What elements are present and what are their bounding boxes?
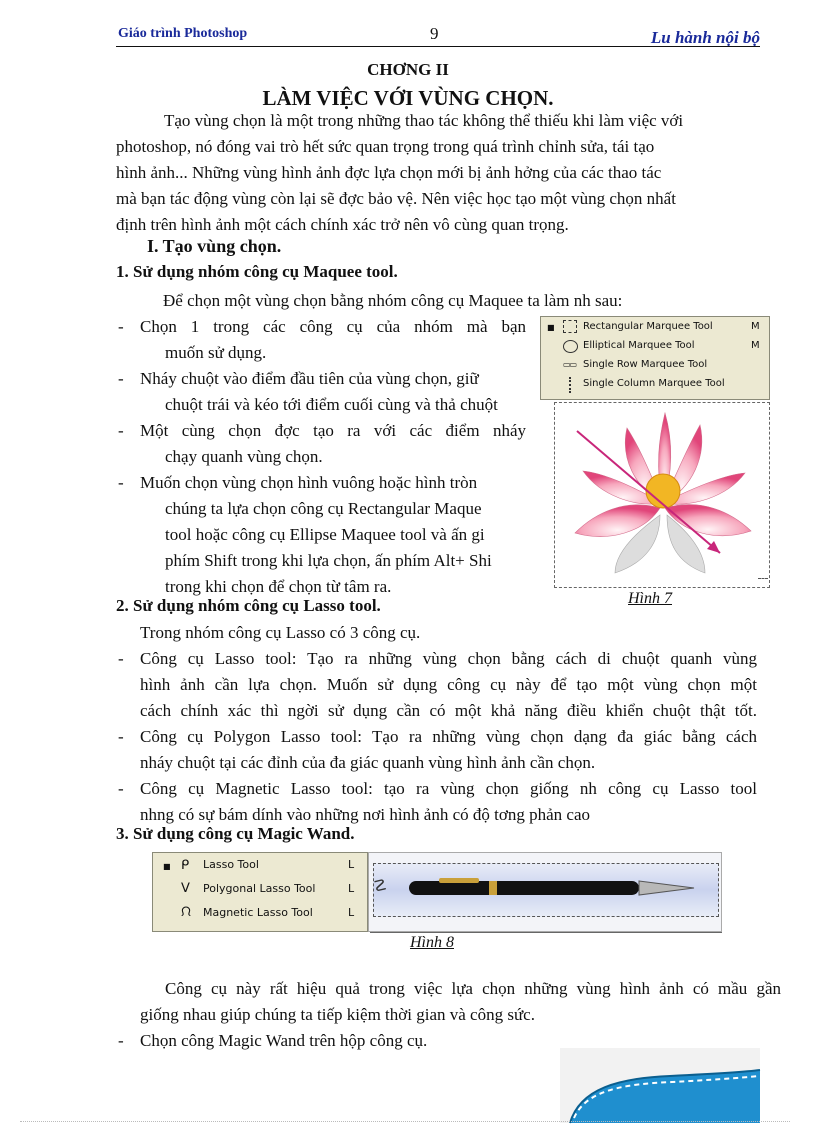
header-rule xyxy=(116,46,760,47)
bullet-list xyxy=(118,314,526,600)
figure-8-rule xyxy=(370,932,722,933)
list-item: - Một cùng chọn đợc tạo ra với các điểm nháy chạy quanh vùng chọn. xyxy=(118,421,526,466)
intro-paragraph xyxy=(116,108,758,238)
text-line: Tạo vùng chọn là một trong những thao tác không thể thiếu khi làm việc với xyxy=(164,111,684,130)
polygonal-lasso-icon: ᐯ xyxy=(181,881,190,896)
header-right: Lu hành nội bộ xyxy=(650,28,760,47)
marquee-tool-menu xyxy=(540,316,770,400)
text-line: định trên hình ảnh một cách chính xác trở nên vô cùng quan trọng. xyxy=(116,215,569,234)
text-line: photoshop, nó đóng vai trò hết sức quan trọng trong quá trình chỉnh sửa, tái tạo xyxy=(116,137,655,156)
single-column-marquee-icon xyxy=(569,377,573,393)
menu-item-lasso[interactable]: Lasso Tool xyxy=(203,858,259,871)
rectangular-marquee-icon xyxy=(563,320,577,333)
single-row-marquee-icon: ▭▭ xyxy=(563,360,577,369)
subsection-heading: 1. Sử dụng nhóm công cụ Maquee tool. xyxy=(116,262,398,281)
bullet-list xyxy=(118,646,757,828)
lead-text: Để chọn một vùng chọn bằng nhóm công cụ Maquee ta làm nh sau: xyxy=(163,291,623,310)
menu-item-elliptical[interactable]: Elliptical Marquee Tool xyxy=(583,340,695,351)
figure-7-image xyxy=(554,402,770,588)
subsection-heading: 2. Sử dụng nhóm công cụ Lasso tool. xyxy=(116,596,381,615)
lead-text: Trong nhóm công cụ Lasso có 3 công cụ. xyxy=(140,623,421,642)
list-item: - Nháy chuột vào điểm đầu tiên của vùng chọn, giữ chuột trái và kéo tới điểm cuối cùng và thả chuột xyxy=(118,369,498,414)
subsection-heading: 3. Sử dụng công cụ Magic Wand. xyxy=(116,824,355,843)
active-bullet: ■ xyxy=(547,323,555,332)
figure-8-caption: Hình 8 xyxy=(410,934,454,951)
crop-mark xyxy=(758,578,768,579)
list-item: - Công cụ Lasso tool: Tạo ra những vùng chọn bằng cách di chuột quanh vùng hình ảnh cần lựa chọn. Muốn sử dụng công cụ này để tạo một vùng chọn một cách chính xác thì ngời sử dụng cần có một khả năng điều khiển chuột thật tốt. xyxy=(118,649,757,720)
menu-item-rectangular[interactable]: Rectangular Marquee Tool xyxy=(583,321,713,332)
menu-item-polygonal-lasso[interactable]: Polygonal Lasso Tool xyxy=(203,882,316,895)
shortcut-key: L xyxy=(348,906,355,919)
magnetic-lasso-cursor-icon: ☡ xyxy=(373,876,388,895)
menu-item-single-row[interactable]: Single Row Marquee Tool xyxy=(583,359,708,370)
magic-wand-sample-image xyxy=(560,1048,760,1123)
lasso-tool-menu xyxy=(152,852,368,932)
header-left: Giáo trình Photoshop xyxy=(118,26,248,41)
shortcut-key: L xyxy=(348,858,355,871)
blue-object-image xyxy=(560,1048,760,1123)
figure-7-caption: Hình 7 xyxy=(628,590,672,607)
menu-item-magnetic-lasso[interactable]: Magnetic Lasso Tool xyxy=(203,906,313,919)
shortcut-key: M xyxy=(751,321,760,332)
list-item: - Chọn công Magic Wand trên hộp công cụ. xyxy=(118,1031,428,1050)
elliptical-marquee-icon xyxy=(563,340,578,353)
list-item: - Muốn chọn vùng chọn hình vuông hoặc hình tròn chúng ta lựa chọn công cụ Rectangular Maque tool hoặc công cụ Ellipse Maquee tool và ấn gi phím Shift trong khi lựa chọn, ấn phím Alt+ Shi trong khi chọn để chọn từ tâm ra. xyxy=(118,473,492,596)
page-number: 9 xyxy=(430,24,439,43)
shortcut-key: L xyxy=(348,882,355,895)
chapter-title: LÀM VIỆC VỚI VÙNG CHỌN. xyxy=(262,86,554,110)
menu-item-single-column[interactable]: Single Column Marquee Tool xyxy=(583,378,725,389)
fountain-pen-image xyxy=(369,853,721,931)
active-bullet: ■ xyxy=(163,862,171,871)
list-item: - Công cụ Polygon Lasso tool: Tạo ra những vùng chọn dạng đa giác bằng cách nháy chuột tại các đỉnh của đa giác quanh vùng hình ảnh cần chọn. xyxy=(118,727,757,772)
magnetic-lasso-icon: ᙁ xyxy=(181,905,192,920)
list-item: - Chọn 1 trong các công cụ của nhóm mà bạn muốn sử dụng. xyxy=(118,317,526,362)
section-heading: I. Tạo vùng chọn. xyxy=(147,236,282,256)
list-item: - Công cụ Magnetic Lasso tool: tạo ra vùng chọn giống nh công cụ Lasso tool nhng có sự bám dính vào những nơi hình ảnh có độ tơng phản cao xyxy=(118,779,757,824)
figure-8-image xyxy=(368,852,722,932)
chapter-label: CHƠNG II xyxy=(367,60,449,79)
lotus-flower-image xyxy=(555,403,769,587)
text-line: mà bạn tác động vùng còn lại sẽ đợc bảo vệ. Nên việc học tạo một vùng chọn nhất xyxy=(116,189,676,208)
magic-wand-paragraph: Công cụ này rất hiệu quả trong việc lựa chọn những vùng hình ảnh có mầu gần giống nhau giúp chúng ta tiếp kiệm thời gian và công sức. xyxy=(140,979,781,1024)
lasso-icon: ᑭ xyxy=(181,858,190,873)
shortcut-key: M xyxy=(751,340,760,351)
page-bottom-border xyxy=(20,1121,790,1122)
text-line: hình ảnh... Những vùng hình ảnh đợc lựa chọn mới bị ảnh hởng của các thao tác xyxy=(116,163,662,182)
